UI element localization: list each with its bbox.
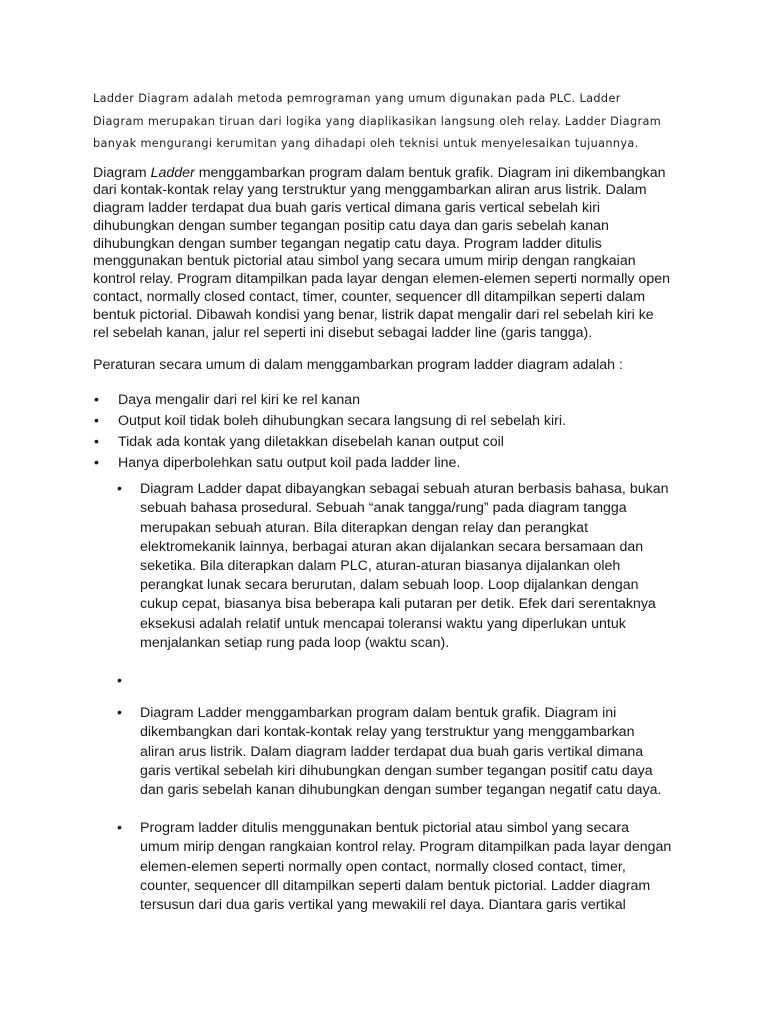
list-item [117,704,672,800]
list-item [93,453,672,474]
detail-text: Diagram Ladder dapat dibayangkan sebagai sebuah aturan berbasis bahasa, bukan sebuah bahasa prosedural. Sebuah “anak tangga/rung” pada diagram tangga merupakan sebuah aturan. Bila diterapkan dengan relay dan perangkat elektromekanik lainnya, berbagai aturan akan dijalankan secara bersamaan dan seketika. Bila diterapkan dalam PLC, aturan-aturan biasanya dijalankan oleh perangkat lunak secara berurutan, dalam sebuah loop. Loop dijalankan dengan cukup cepat, biasanya bisa beberapa kali putaran per detik. Efek dari serentaknya eksekusi adalah relatif untuk mencapai toleransi waktu yang diperlukan untuk menjalankan setiap rung pada loop (waktu scan). [140,481,669,651]
detail-text: Program ladder ditulis menggunakan bentuk pictorial atau simbol yang secara umum mirip dengan rangkaian kontrol relay. Program ditampilkan pada layar dengan elemen-elemen seperti normally open contact, normally closed contact, timer, counter, sequencer dll ditampilkan seperti dalam bentuk pictorial. Ladder diagram tersusun dari dua garis vertikal yang mewakili rel daya. Diantara garis vertikal [140,820,672,913]
rules-list [93,390,672,474]
list-item [93,390,672,411]
description-paragraph [93,165,672,343]
bullet-icon: • [117,820,122,837]
detail-text: Diagram Ladder menggambarkan program dalam bentuk grafik. Diagram ini dikembangkan dari kontak-kontak relay yang terstruktur yang menggambarkan aliran arus listrik. Dalam diagram ladder terdapat dua buah garis vertikal dimana garis vertikal sebelah kiri dihubungkan dengan sumber tegangan positif catu daya dan garis sebelah kanan dihubungkan dengan sumber tegangan negatif catu daya. [140,705,662,798]
bullet-icon: • [117,673,122,690]
list-item [93,411,672,432]
list-item [117,480,672,653]
intro-paragraph: Ladder Diagram adalah metoda pemrograman yang umum digunakan pada PLC. Ladder Diagram merupakan tiruan dari logika yang diaplikasikan langsung oleh relay. Ladder Diagram banyak mengurangi kerumitan yang dihadapi oleh teknisi untuk menyelesaikan tujuannya. [93,92,662,150]
rule-text: Tidak ada kontak yang diletakkan disebelah kanan output coil [118,434,504,451]
bullet-icon: • [94,455,99,472]
list-item [93,432,672,453]
list-item-empty [117,672,672,691]
bullet-icon: • [94,434,99,451]
bullet-icon: • [94,413,99,430]
description-body: menggambarkan program dalam bentuk grafik. Diagram ini dikembangkan dari kontak-kontak relay yang terstruktur yang menggambarkan aliran arus listrik. Dalam diagram ladder terdapat dua buah garis vertical dimana garis vertical sebelah kiri dihubungkan dengan sumber tegangan positip catu daya dan garis sebelah kanan dihubungkan dengan sumber tegangan negatip catu daya. Program ladder ditulis menggunakan bentuk pictorial atau simbol yang secara umum mirip dengan rangkaian kontrol relay. Program ditampilkan pada layar dengan elemen-elemen seperti normally open contact, normally closed contact, timer, counter, sequencer dll ditampilkan seperti dalam bentuk pictorial. Dibawah kondisi yang benar, listrik dapat mengalir dari rel sebelah kiri ke rel sebelah kanan, jalur rel seperti ini disebut sebagai ladder line (garis tangga). [93,164,671,341]
description-lead: Diagram [93,164,151,181]
details-list [93,480,672,915]
bullet-icon: • [94,392,99,409]
bullet-icon: • [117,481,122,498]
description-italic-term: Ladder [150,164,195,181]
rules-intro-paragraph: Peraturan secara umum di dalam menggambarkan program ladder diagram adalah : [93,357,623,374]
rule-text: Output koil tidak boleh dihubungkan secara langsung di rel sebelah kiri. [118,413,566,430]
rule-text: Daya mengalir dari rel kiri ke rel kanan [118,392,361,409]
list-item [117,819,672,915]
rule-text: Hanya diperbolehkan satu output koil pada ladder line. [118,455,461,472]
bullet-icon: • [117,705,122,722]
